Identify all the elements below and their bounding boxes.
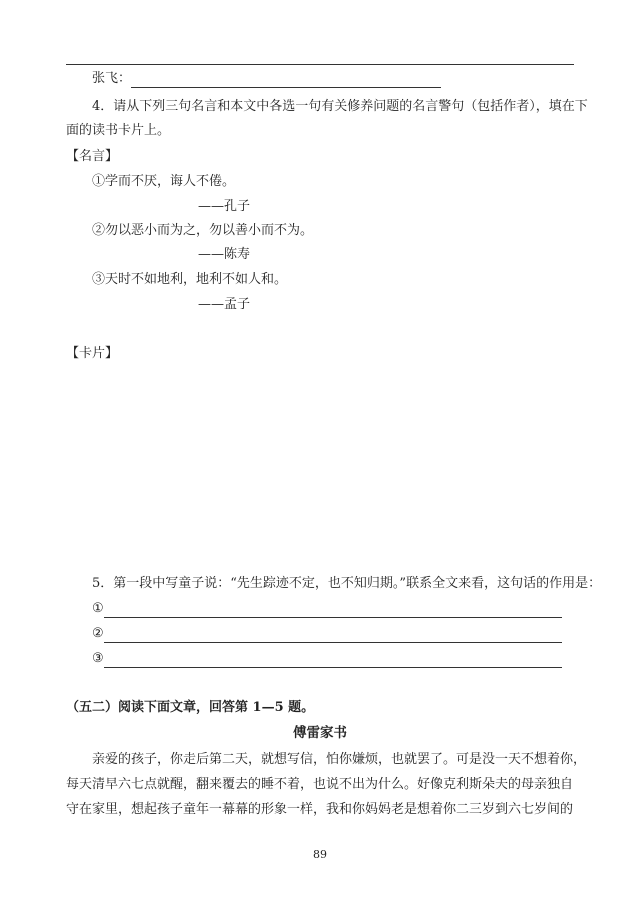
q5-answer-1 <box>92 600 562 618</box>
q5-answer-1-blank[interactable] <box>104 603 562 618</box>
quote-1-text: ①学而不厌，诲人不倦。 <box>92 174 236 189</box>
q4-line-1: 4．请从下列三句名言和本文中各选一句有关修养问题的名言警句（包括作者），填在下 <box>92 99 588 114</box>
q5-answer-3-marker: ③ <box>92 651 104 666</box>
quote-3-text: ③天时不如地利，地利不如人和。 <box>92 272 288 287</box>
page-number: 89 <box>313 848 327 861</box>
zhangfei-answer-blank[interactable] <box>131 73 441 88</box>
article-title: 傅雷家书 <box>293 725 347 741</box>
card-writing-area[interactable] <box>66 368 574 568</box>
q5-answer-2-blank[interactable] <box>104 628 562 643</box>
quote-3-author: ——孟子 <box>198 297 251 312</box>
q5-answer-2-marker: ② <box>92 626 104 641</box>
quote-2-text: ②勿以恶小而为之，勿以善小而不为。 <box>92 223 314 238</box>
quote-1-author: ——孔子 <box>198 199 251 214</box>
zhangfei-line <box>92 70 441 88</box>
card-header: 【卡片】 <box>66 346 119 361</box>
zhangfei-label: 张飞： <box>92 71 132 86</box>
q5-line: 5．第一段中写童子说：“先生踪迹不定，也不知归期。”联系全文来看，这句话的作用是： <box>92 576 602 591</box>
article-line-2: 每天清早六七点就醒，翻来覆去的睡不着，也说不出为什么。好像克利斯朵夫的母亲独自 <box>66 777 574 792</box>
quote-2-author: ——陈寿 <box>198 247 251 262</box>
header-rule <box>66 64 574 65</box>
q5-answer-3 <box>92 650 562 668</box>
mingyan-header: 【名言】 <box>66 149 119 164</box>
q5-answer-1-marker: ① <box>92 601 104 616</box>
article-line-1: 亲爱的孩子，你走后第二天，就想写信，怕你嫌烦，也就罢了。可是没一天不想着你， <box>92 752 587 767</box>
article-line-3: 守在家里，想起孩子童年一幕幕的形象一样，我和你妈妈老是想着你二三岁到六七岁间的 <box>66 802 574 817</box>
q4-line-2: 面的读书卡片上。 <box>66 123 171 138</box>
q5-answer-3-blank[interactable] <box>104 653 562 668</box>
section-heading: （五二）阅读下面文章，回答第 1—5 题。 <box>66 700 315 715</box>
q5-answer-2 <box>92 625 562 643</box>
